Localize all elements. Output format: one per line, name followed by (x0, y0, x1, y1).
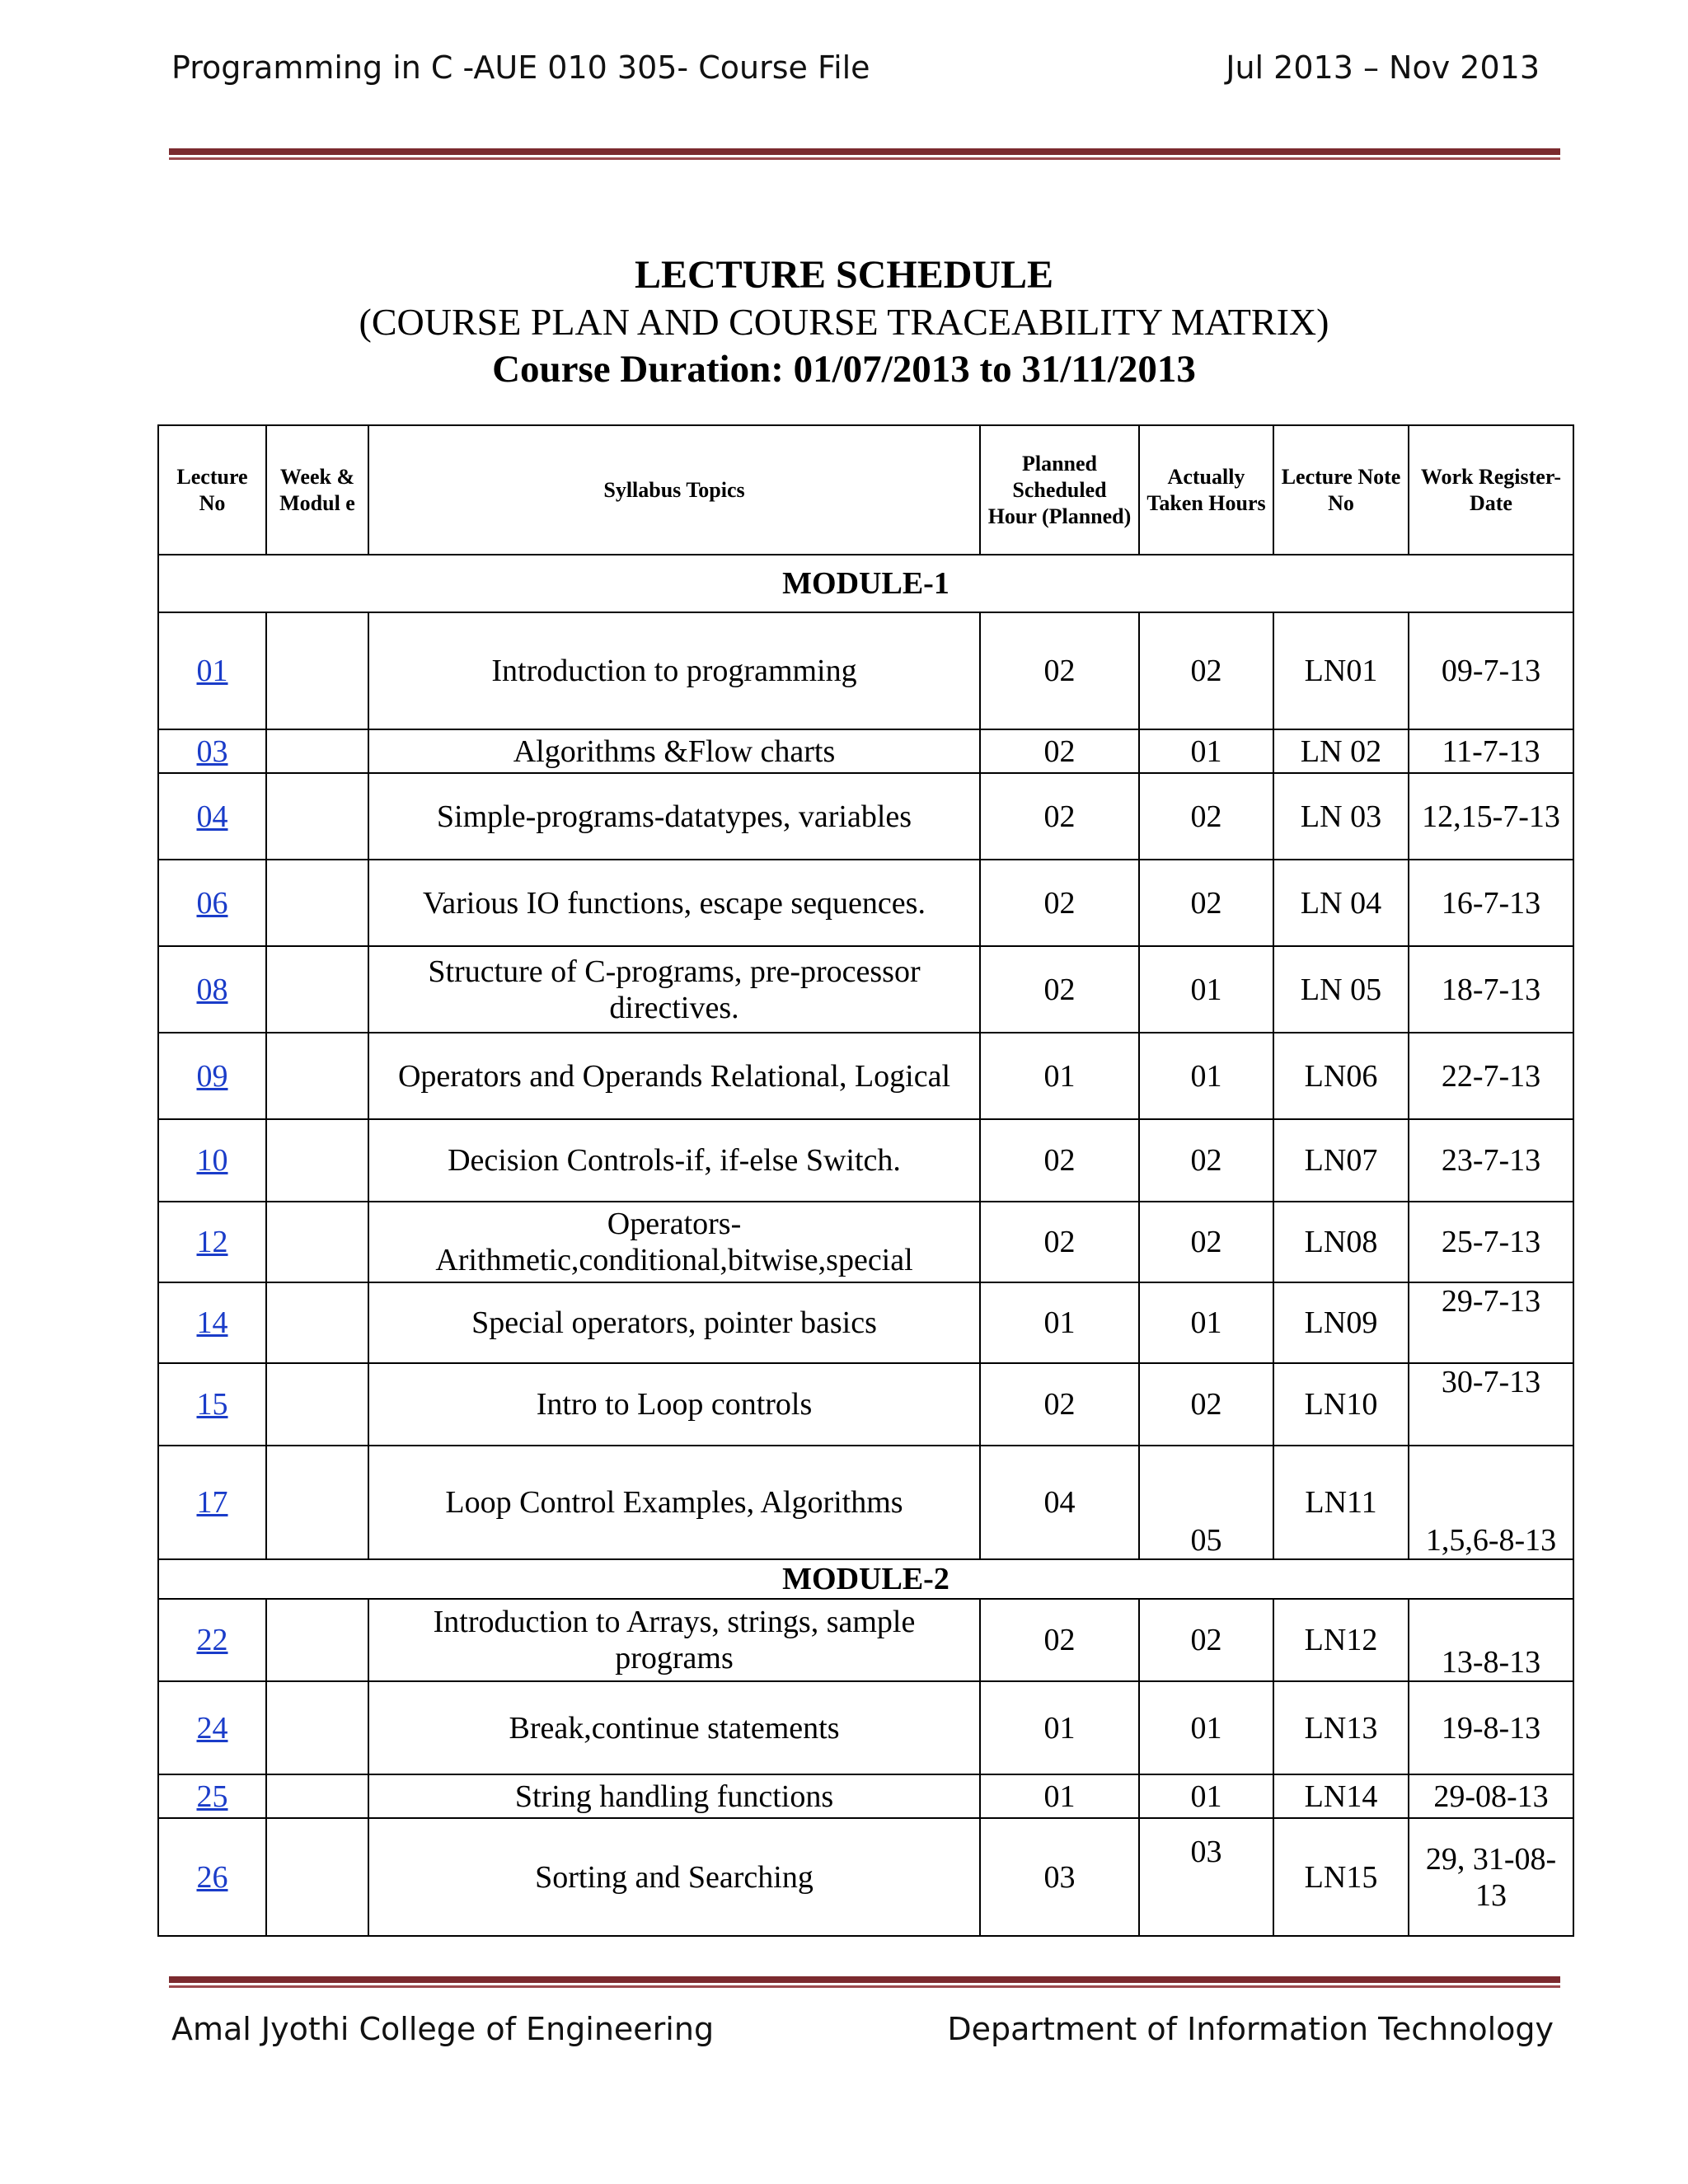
header-week-module: Week & Modul e (266, 425, 368, 555)
header-course-title: Programming in C -AUE 010 305- Course File (171, 49, 870, 86)
actual-cell: 01 (1139, 1681, 1273, 1774)
note-cell: LN06 (1273, 1033, 1409, 1119)
date-cell: 30-7-13 (1409, 1363, 1573, 1446)
planned-cell: 01 (980, 1033, 1139, 1119)
date-cell: 13-8-13 (1409, 1599, 1573, 1681)
table-row (158, 1363, 1573, 1446)
header-syllabus-topics: Syllabus Topics (368, 425, 980, 555)
footer-college: Amal Jyothi College of Engineering (171, 2011, 715, 2047)
table-row (158, 860, 1573, 946)
module-row (158, 1559, 1573, 1599)
footer-rule (169, 1976, 1560, 1988)
topic-cell: Intro to Loop controls (368, 1363, 980, 1446)
lecture-link[interactable]: 09 (196, 1058, 228, 1094)
week-cell (266, 1774, 368, 1818)
date-cell: 29-08-13 (1409, 1774, 1573, 1818)
lecture-link[interactable]: 15 (196, 1387, 228, 1422)
planned-cell: 02 (980, 860, 1139, 946)
table-row (158, 1282, 1573, 1363)
date-cell: 29-7-13 (1409, 1282, 1573, 1363)
note-cell: LN07 (1273, 1119, 1409, 1202)
table-row (158, 1119, 1573, 1202)
lecture-link[interactable]: 25 (196, 1779, 228, 1814)
actual-cell: 01 (1139, 946, 1273, 1033)
topic-cell: Various IO functions, escape sequences. (368, 860, 980, 946)
header-rule (169, 148, 1560, 160)
week-cell (266, 1818, 368, 1936)
header-actual-hours: Actually Taken Hours (1139, 425, 1273, 555)
lecture-link[interactable]: 26 (196, 1859, 228, 1895)
topic-cell: Sorting and Searching (368, 1818, 980, 1936)
planned-cell: 02 (980, 1119, 1139, 1202)
date-cell: 29, 31-08-13 (1409, 1818, 1573, 1936)
table-row (158, 1446, 1573, 1559)
module-1-label: MODULE-1 (158, 555, 1573, 612)
planned-cell: 02 (980, 1202, 1139, 1282)
actual-cell: 03 (1139, 1818, 1273, 1936)
topic-cell: Structure of C-programs, pre-processor directives. (368, 946, 980, 1033)
actual-cell: 01 (1139, 729, 1273, 773)
planned-cell: 03 (980, 1818, 1139, 1936)
week-cell (266, 1681, 368, 1774)
table-row (158, 1818, 1573, 1936)
module-row (158, 555, 1573, 612)
week-cell (266, 1119, 368, 1202)
note-cell: LN 05 (1273, 946, 1409, 1033)
lecture-link[interactable]: 08 (196, 972, 228, 1007)
date-cell: 23-7-13 (1409, 1119, 1573, 1202)
planned-cell: 02 (980, 1363, 1139, 1446)
note-cell: LN11 (1273, 1446, 1409, 1559)
planned-cell: 02 (980, 612, 1139, 729)
header-lecture-note: Lecture Note No (1273, 425, 1409, 555)
date-cell: 25-7-13 (1409, 1202, 1573, 1282)
planned-cell: 04 (980, 1446, 1139, 1559)
date-cell: 1,5,6-8-13 (1409, 1446, 1573, 1559)
table-row (158, 946, 1573, 1033)
note-cell: LN 02 (1273, 729, 1409, 773)
planned-cell: 02 (980, 1599, 1139, 1681)
week-cell (266, 1446, 368, 1559)
topic-cell: Operators and Operands Relational, Logical (368, 1033, 980, 1119)
week-cell (266, 729, 368, 773)
lecture-link[interactable]: 03 (196, 733, 228, 769)
topic-cell: String handling functions (368, 1774, 980, 1818)
note-cell: LN01 (1273, 612, 1409, 729)
table-row (158, 1599, 1573, 1681)
table-row (158, 1774, 1573, 1818)
lecture-link[interactable]: 10 (196, 1143, 228, 1178)
footer-department: Department of Information Technology (947, 2011, 1554, 2047)
actual-cell: 01 (1139, 1033, 1273, 1119)
week-cell (266, 773, 368, 860)
topic-cell: Introduction to programming (368, 612, 980, 729)
note-cell: LN15 (1273, 1818, 1409, 1936)
note-cell: LN 04 (1273, 860, 1409, 946)
page-title: LECTURE SCHEDULE (634, 253, 1054, 297)
table-row (158, 1681, 1573, 1774)
planned-cell: 02 (980, 729, 1139, 773)
date-cell: 19-8-13 (1409, 1681, 1573, 1774)
topic-cell: Decision Controls-if, if-else Switch. (368, 1119, 980, 1202)
header-planned-hours: Planned Scheduled Hour (Planned) (980, 425, 1139, 555)
lecture-link[interactable]: 17 (196, 1485, 228, 1520)
lecture-link[interactable]: 01 (196, 654, 228, 688)
week-cell (266, 1033, 368, 1119)
course-duration: Course Duration: 01/07/2013 to 31/11/2013 (492, 348, 1196, 391)
week-cell (266, 612, 368, 729)
table-row (158, 1033, 1573, 1119)
note-cell: LN08 (1273, 1202, 1409, 1282)
table-row (158, 729, 1573, 773)
note-cell: LN14 (1273, 1774, 1409, 1818)
actual-cell: 02 (1139, 612, 1273, 729)
topic-cell: Introduction to Arrays, strings, sample programs (368, 1599, 980, 1681)
module-2-label: MODULE-2 (158, 1559, 1573, 1599)
document-titles (0, 251, 1688, 393)
page-subtitle: (COURSE PLAN AND COURSE TRACEABILITY MATRIX) (359, 301, 1329, 343)
lecture-link[interactable]: 12 (196, 1225, 228, 1259)
planned-cell: 01 (980, 1681, 1139, 1774)
header-work-register-date: Work Register-Date (1409, 425, 1573, 555)
actual-cell: 02 (1139, 1599, 1273, 1681)
date-cell: 09-7-13 (1409, 612, 1573, 729)
lecture-link[interactable]: 22 (196, 1623, 228, 1657)
date-cell: 22-7-13 (1409, 1033, 1573, 1119)
note-cell: LN09 (1273, 1282, 1409, 1363)
lecture-link[interactable]: 14 (196, 1305, 228, 1340)
topic-cell: Simple-programs-datatypes, variables (368, 773, 980, 860)
topic-cell: Algorithms &Flow charts (368, 729, 980, 773)
week-cell (266, 1363, 368, 1446)
actual-cell: 02 (1139, 1202, 1273, 1282)
actual-cell: 02 (1139, 773, 1273, 860)
planned-cell: 02 (980, 773, 1139, 860)
actual-cell: 01 (1139, 1774, 1273, 1818)
table-row (158, 612, 1573, 729)
planned-cell: 01 (980, 1282, 1139, 1363)
header-term: Jul 2013 – Nov 2013 (1226, 49, 1540, 86)
actual-cell: 02 (1139, 1363, 1273, 1446)
week-cell (266, 946, 368, 1033)
table-row (158, 773, 1573, 860)
note-cell: LN 03 (1273, 773, 1409, 860)
note-cell: LN10 (1273, 1363, 1409, 1446)
note-cell: LN12 (1273, 1599, 1409, 1681)
topic-cell: Operators- Arithmetic,conditional,bitwise,special (368, 1202, 980, 1282)
planned-cell: 02 (980, 946, 1139, 1033)
date-cell: 18-7-13 (1409, 946, 1573, 1033)
week-cell (266, 1282, 368, 1363)
table-header-row (158, 425, 1573, 555)
lecture-link[interactable]: 06 (196, 885, 228, 921)
date-cell: 16-7-13 (1409, 860, 1573, 946)
topic-cell: Break,continue statements (368, 1681, 980, 1774)
lecture-link[interactable]: 04 (196, 799, 228, 834)
week-cell (266, 1202, 368, 1282)
date-cell: 11-7-13 (1409, 729, 1573, 773)
note-cell: LN13 (1273, 1681, 1409, 1774)
week-cell (266, 860, 368, 946)
actual-cell: 02 (1139, 1119, 1273, 1202)
table-row (158, 1202, 1573, 1282)
header-lecture-no: Lecture No (158, 425, 266, 555)
week-cell (266, 1599, 368, 1681)
topic-cell: Loop Control Examples, Algorithms (368, 1446, 980, 1559)
lecture-schedule-table (157, 424, 1574, 1937)
topic-cell: Special operators, pointer basics (368, 1282, 980, 1363)
actual-cell: 01 (1139, 1282, 1273, 1363)
date-cell: 12,15-7-13 (1409, 773, 1573, 860)
planned-cell: 01 (980, 1774, 1139, 1818)
lecture-link[interactable]: 24 (196, 1710, 228, 1746)
actual-cell: 02 (1139, 860, 1273, 946)
actual-cell: 05 (1139, 1446, 1273, 1559)
